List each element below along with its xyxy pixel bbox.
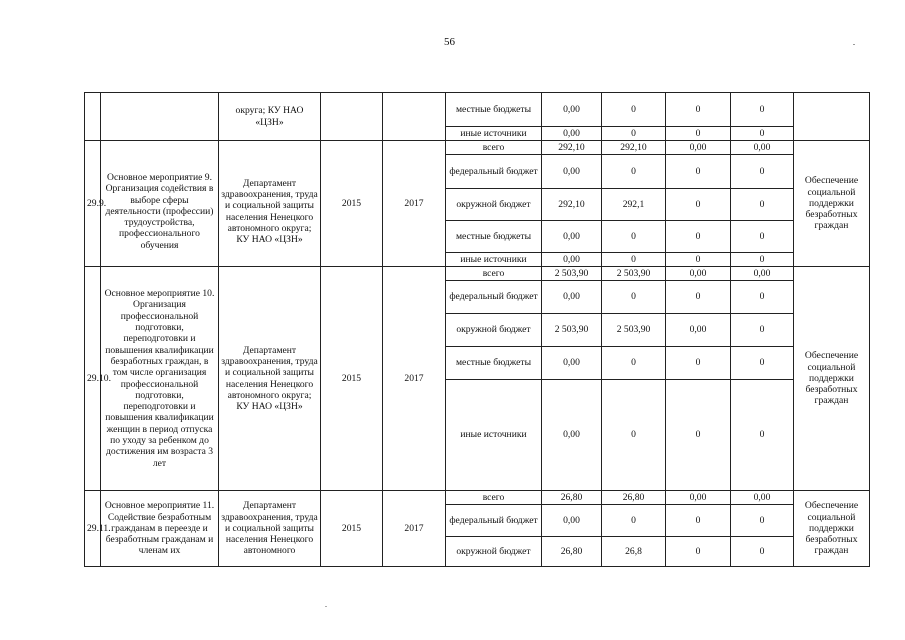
amount-cell: 0 <box>602 253 666 267</box>
table-row <box>85 93 870 127</box>
end-year-cell: 2017 <box>383 491 446 567</box>
amount-cell: 292,10 <box>542 189 602 221</box>
amount-cell: 0,00 <box>731 491 794 505</box>
amount-cell: 0 <box>602 380 666 491</box>
result-cell: Обеспечение социальной поддержки безработных граждан <box>794 491 870 567</box>
amount-cell: 0,00 <box>542 93 602 127</box>
end-year-cell <box>383 93 446 141</box>
amount-cell: 26,80 <box>542 491 602 505</box>
amount-cell: 2 503,90 <box>542 314 602 347</box>
scan-speck <box>325 606 327 607</box>
funding-source-label: иные источники <box>446 253 542 267</box>
program-measures-table <box>84 92 870 567</box>
end-year-cell: 2017 <box>383 141 446 267</box>
amount-cell: 0,00 <box>542 281 602 314</box>
amount-cell: 0,00 <box>542 155 602 189</box>
measure-cell: Основное мероприятие 11. Содействие безработным гражданам в переезде и безработным гражданам и членам их <box>101 491 219 567</box>
amount-cell: 292,10 <box>542 141 602 155</box>
amount-cell: 0 <box>731 314 794 347</box>
amount-cell: 0 <box>666 93 731 127</box>
executor-cell: Департамент здравоохранения, труда и социальной защиты населения Ненецкого автономного округа; КУ НАО «ЦЗН» <box>219 141 321 267</box>
scan-speck <box>853 44 855 45</box>
num-cell: 29.9. <box>85 141 101 267</box>
result-cell: Обеспечение социальной поддержки безработных граждан <box>794 141 870 267</box>
amount-cell: 26,80 <box>602 491 666 505</box>
amount-cell: 0,00 <box>731 141 794 155</box>
funding-source-label: окружной бюджет <box>446 537 542 567</box>
amount-cell: 292,1 <box>602 189 666 221</box>
amount-cell: 0 <box>731 380 794 491</box>
funding-source-label: иные источники <box>446 380 542 491</box>
amount-cell: 0,00 <box>731 267 794 281</box>
amount-cell: 0 <box>731 347 794 380</box>
amount-cell: 0 <box>731 93 794 127</box>
amount-cell: 0 <box>731 537 794 567</box>
funding-source-label: всего <box>446 267 542 281</box>
amount-cell: 0 <box>666 347 731 380</box>
amount-cell: 0 <box>602 347 666 380</box>
amount-cell: 0 <box>602 93 666 127</box>
amount-cell: 0 <box>602 221 666 253</box>
measure-cell: Основное мероприятие 10. Организация профессиональной подготовки, переподготовки и повышения квалификации безработных граждан, в том числе организация профессиональной подготовки, переподготовки и повышения квалификации женщин в период отпуска по уходу за ребенком до достижения им возраста 3 лет <box>101 267 219 491</box>
measure-cell <box>101 93 219 141</box>
num-cell: 29.11. <box>85 491 101 567</box>
num-cell: 29.10. <box>85 267 101 491</box>
amount-cell: 0 <box>666 127 731 141</box>
measure-cell: Основное мероприятие 9. Организация содействия в выборе сферы деятельности (профессии) трудоустройства, профессионального обучения <box>101 141 219 267</box>
funding-source-label: иные источники <box>446 127 542 141</box>
table-row <box>85 141 870 155</box>
amount-cell: 0 <box>731 281 794 314</box>
result-cell: Обеспечение социальной поддержки безработных граждан <box>794 267 870 491</box>
amount-cell: 0 <box>602 127 666 141</box>
amount-cell: 0 <box>666 281 731 314</box>
start-year-cell <box>321 93 383 141</box>
amount-cell: 0 <box>602 281 666 314</box>
amount-cell: 2 503,90 <box>602 314 666 347</box>
amount-cell: 0,00 <box>666 267 731 281</box>
amount-cell: 0 <box>731 505 794 537</box>
table-row <box>85 267 870 281</box>
amount-cell: 0 <box>731 127 794 141</box>
amount-cell: 292,10 <box>602 141 666 155</box>
amount-cell: 0 <box>666 505 731 537</box>
amount-cell: 0 <box>666 537 731 567</box>
amount-cell: 0,00 <box>542 127 602 141</box>
amount-cell: 0,00 <box>666 141 731 155</box>
funding-source-label: окружной бюджет <box>446 189 542 221</box>
page-number: 56 <box>444 36 455 48</box>
amount-cell: 0,00 <box>542 505 602 537</box>
funding-source-label: местные бюджеты <box>446 221 542 253</box>
end-year-cell: 2017 <box>383 267 446 491</box>
amount-cell: 0 <box>602 505 666 537</box>
amount-cell: 0 <box>731 189 794 221</box>
amount-cell: 0 <box>666 155 731 189</box>
funding-source-label: местные бюджеты <box>446 93 542 127</box>
amount-cell: 0,00 <box>666 314 731 347</box>
funding-source-label: федеральный бюджет <box>446 155 542 189</box>
result-cell <box>794 93 870 141</box>
executor-cell: Департамент здравоохранения, труда и социальной защиты населения Ненецкого автономного <box>219 491 321 567</box>
amount-cell: 0 <box>602 155 666 189</box>
amount-cell: 2 503,90 <box>602 267 666 281</box>
amount-cell: 0 <box>666 221 731 253</box>
executor-cell: округа; КУ НАО «ЦЗН» <box>219 93 321 141</box>
start-year-cell: 2015 <box>321 141 383 267</box>
start-year-cell: 2015 <box>321 267 383 491</box>
amount-cell: 0,00 <box>542 221 602 253</box>
funding-source-label: местные бюджеты <box>446 347 542 380</box>
table-row <box>85 491 870 505</box>
amount-cell: 0 <box>731 221 794 253</box>
amount-cell: 0,00 <box>542 347 602 380</box>
amount-cell: 0 <box>731 155 794 189</box>
amount-cell: 0 <box>666 380 731 491</box>
num-cell <box>85 93 101 141</box>
funding-source-label: окружной бюджет <box>446 314 542 347</box>
amount-cell: 0 <box>666 189 731 221</box>
amount-cell: 2 503,90 <box>542 267 602 281</box>
amount-cell: 0,00 <box>542 380 602 491</box>
amount-cell: 0,00 <box>542 253 602 267</box>
amount-cell: 26,80 <box>542 537 602 567</box>
funding-source-label: федеральный бюджет <box>446 505 542 537</box>
executor-cell: Департамент здравоохранения, труда и социальной защиты населения Ненецкого автономного округа; КУ НАО «ЦЗН» <box>219 267 321 491</box>
funding-source-label: всего <box>446 491 542 505</box>
amount-cell: 0 <box>731 253 794 267</box>
amount-cell: 0 <box>666 253 731 267</box>
start-year-cell: 2015 <box>321 491 383 567</box>
funding-source-label: всего <box>446 141 542 155</box>
funding-source-label: федеральный бюджет <box>446 281 542 314</box>
amount-cell: 26,8 <box>602 537 666 567</box>
amount-cell: 0,00 <box>666 491 731 505</box>
